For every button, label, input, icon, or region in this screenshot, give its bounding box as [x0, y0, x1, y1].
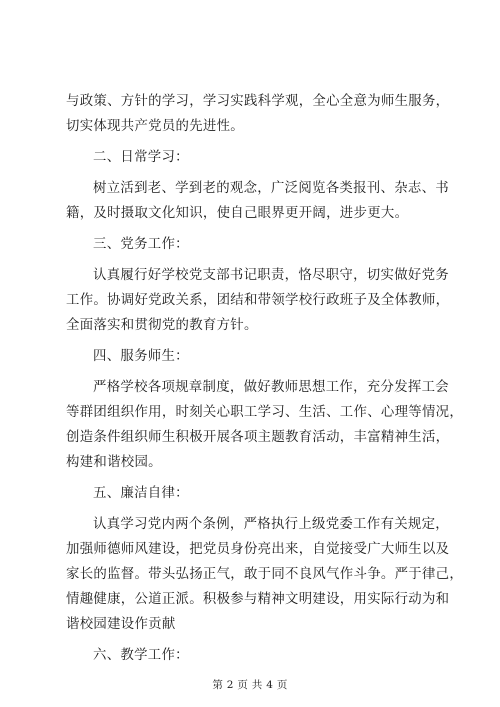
paragraph-line: 切实体现共产党员的先进性。 [66, 119, 244, 134]
paragraph-line: 家长的监督。带头弘扬正气，敢于同不良风气作斗争。严于律己， [66, 567, 464, 582]
paragraph-line: 籍，及时摄取文化知识，使自己眼界更开阔，进步更大。 [66, 206, 409, 221]
section-heading: 三、党务工作： [93, 237, 189, 252]
paragraph-line: 谐校园建设作贡献 [66, 617, 176, 632]
body-paragraph [66, 375, 464, 475]
paragraph-line: 认真履行好学校党支部书记职责，恪尽职守，切实做好党务 [93, 268, 449, 283]
paragraph-line: 构建和谐校园。 [66, 455, 162, 470]
body-paragraph [66, 512, 464, 637]
page-footer: 第 2 页 共 4 页 [212, 679, 288, 691]
body-paragraph [66, 89, 450, 139]
paragraph-line: 严格学校各项规章制度，做好教师思想工作，充分发挥工会 [93, 380, 449, 395]
paragraph-line: 加强师德师风建设，把党员身份亮出来，自觉接受广大师生以及 [66, 542, 450, 557]
section-heading: 二、日常学习： [93, 150, 189, 165]
section-heading: 五、廉洁自律： [93, 486, 189, 501]
paragraph-line: 树立活到老、学到老的观念，广泛阅览各类报刊、杂志、书 [93, 181, 449, 196]
paragraph-line: 情趣健康，公道正派。积极参与精神文明建设，用实际行动为和 [66, 592, 450, 607]
paragraph-line: 与政策、方针的学习，学习实践科学观，全心全意为师生服务， [66, 94, 450, 109]
paragraph-line: 全面落实和贯彻党的教育方针。 [66, 318, 258, 333]
document-body [66, 89, 464, 674]
paragraph-line: 认真学习党内两个条例，严格执行上级党委工作有关规定， [93, 517, 449, 532]
paragraph-line: 工作。协调好党政关系，团结和带领学校行政班子及全体教师， [66, 293, 450, 308]
body-paragraph [66, 263, 450, 338]
paragraph-line: 创造条件组织师生积极开展各项主题教育活动，丰富精神生活， [66, 430, 450, 445]
body-paragraph [66, 176, 449, 226]
section-heading: 六、教学工作： [93, 648, 189, 663]
section-heading: 四、服务师生： [93, 349, 189, 364]
paragraph-line: 等群团组织作用，时刻关心职工学习、生活、工作、心理等情况， [66, 405, 464, 420]
